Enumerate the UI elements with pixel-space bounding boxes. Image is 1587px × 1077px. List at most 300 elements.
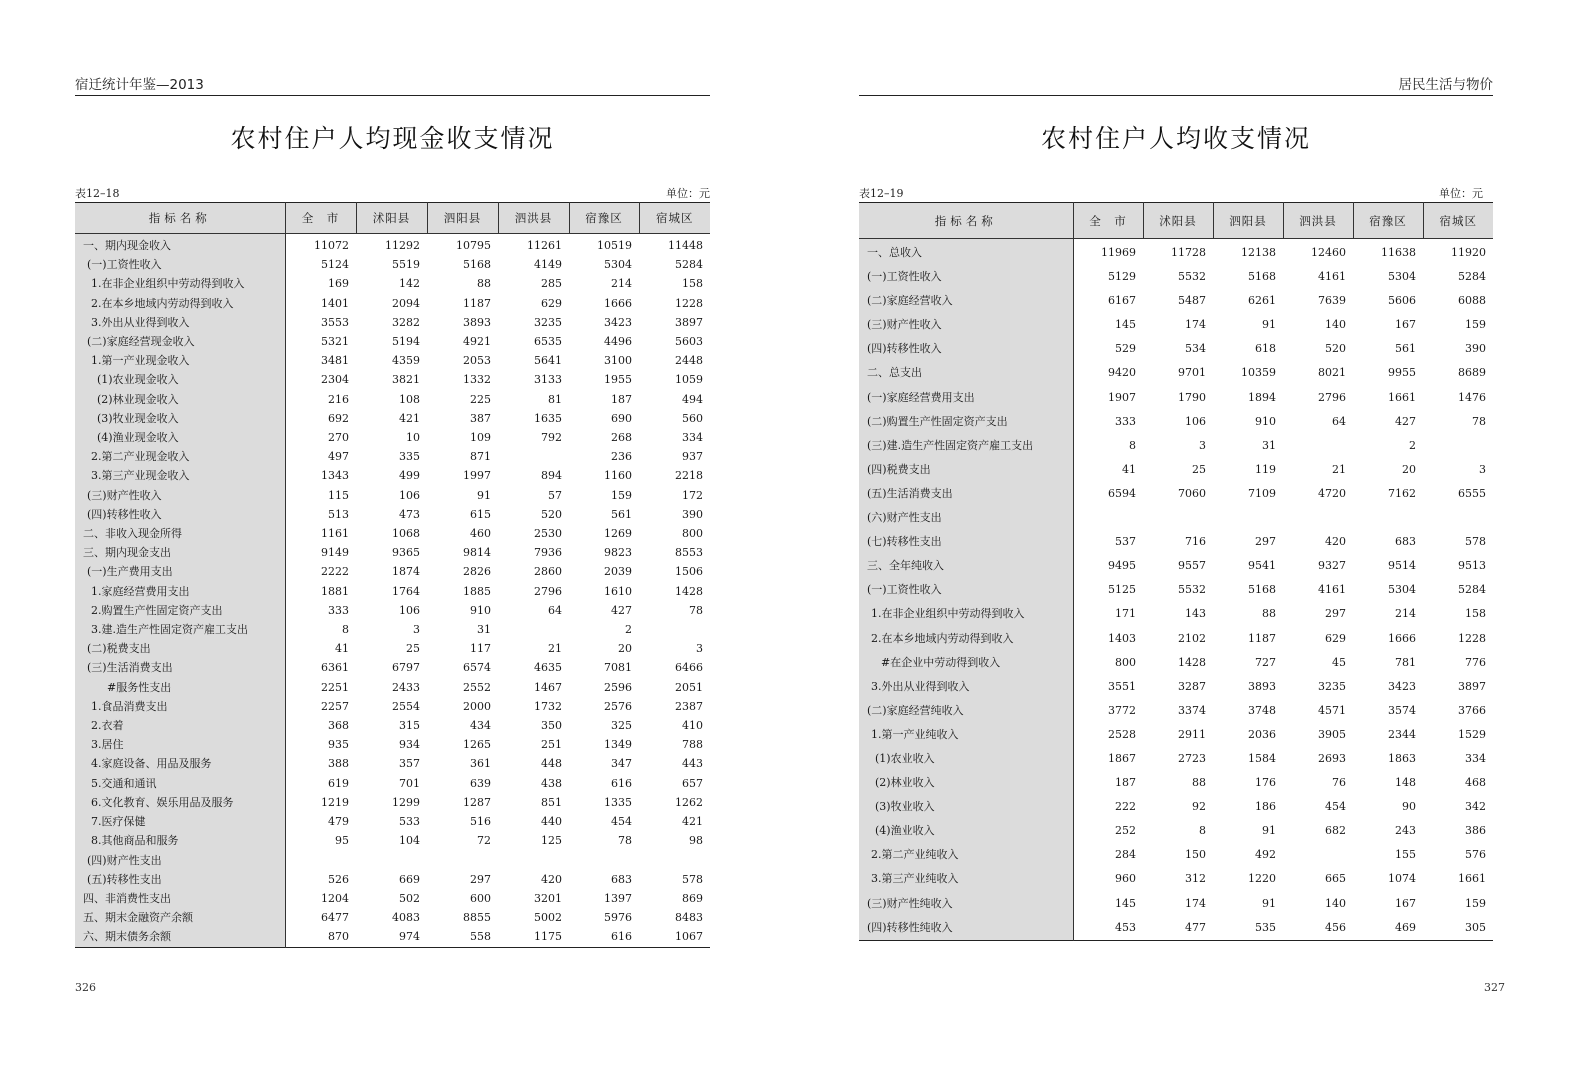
cell-value: 357 [399, 757, 420, 771]
cell-value: 5304 [1388, 583, 1416, 597]
row-label: 六、期末债务余额 [75, 927, 285, 947]
table-row [75, 351, 710, 370]
cell-value: 8689 [1458, 366, 1486, 380]
header-row [75, 203, 710, 234]
cell-value: 108 [399, 392, 420, 406]
table-number-left: 表12–18 [75, 187, 120, 200]
cell-value: 460 [470, 527, 491, 541]
cell-value: 533 [399, 815, 420, 829]
cell-value: 5487 [1178, 294, 1206, 308]
cell-value: 427 [1395, 414, 1416, 428]
cell-value: 10 [406, 431, 420, 445]
cell-value: 297 [1255, 535, 1276, 549]
cell-value: 639 [470, 776, 491, 790]
cell-value: 468 [1465, 776, 1486, 790]
cell-value: 2 [1409, 438, 1416, 452]
cell-value: 5976 [604, 911, 632, 925]
table-row [859, 410, 1493, 434]
row-label: (三)建.造生产性固定资产雇工支出 [859, 434, 1073, 458]
table-row [75, 486, 710, 505]
cell-value: 342 [1465, 800, 1486, 814]
cell-value: 443 [682, 757, 703, 771]
row-label: 4.家庭设备、用品及服务 [75, 754, 285, 773]
cell-value: 11728 [1171, 246, 1206, 259]
cell-value [1143, 506, 1213, 530]
cell-value: 9541 [1248, 559, 1276, 573]
cell-value: 1894 [1248, 390, 1276, 404]
cell-value: 125 [541, 834, 562, 848]
cell-value: 1881 [321, 584, 349, 598]
cell-value: 236 [611, 450, 632, 464]
row-label: 1.第一产业现金收入 [75, 351, 285, 370]
row-label: 五、期末金融资产余额 [75, 908, 285, 927]
column-header: 指标名称 [859, 203, 1073, 239]
cell-value: 1666 [604, 296, 632, 310]
cell-value [1073, 506, 1143, 530]
cell-value: 410 [682, 719, 703, 733]
cell-value: 788 [682, 738, 703, 752]
cell-value: 106 [399, 603, 420, 617]
cell-value: 1428 [1178, 655, 1206, 669]
cell-value: 5532 [1178, 270, 1206, 284]
cell-value: 1343 [321, 469, 349, 483]
row-label: (4)渔业现金收入 [75, 428, 285, 447]
cell-value: 5304 [604, 258, 632, 272]
cell-value: 109 [470, 431, 491, 445]
cell-value: 529 [1115, 342, 1136, 356]
cell-value: 390 [1465, 342, 1486, 356]
cell-value: 167 [1395, 318, 1416, 332]
cell-value: 9327 [1318, 559, 1346, 573]
cell-value: 2448 [675, 354, 703, 368]
cell-value: 4720 [1318, 486, 1346, 500]
cell-value: 4149 [534, 258, 562, 272]
row-label: 6.文化教育、娱乐用品及服务 [75, 793, 285, 812]
row-label: (四)税费支出 [859, 458, 1073, 482]
cell-value: 629 [1325, 631, 1346, 645]
cell-value: 88 [477, 277, 491, 291]
table-row [859, 795, 1493, 819]
cell-value: 1610 [604, 584, 632, 598]
row-label: 2.第二产业纯收入 [859, 843, 1073, 867]
cell-value: 297 [1325, 607, 1346, 621]
cell-value: 1955 [604, 373, 632, 387]
row-label: 8.其他商品和服务 [75, 831, 285, 850]
cell-value: 600 [470, 891, 491, 905]
cell-value: 682 [1325, 824, 1346, 838]
cell-value: 3481 [321, 354, 349, 368]
cell-value [1283, 434, 1353, 458]
cell-value: 440 [541, 815, 562, 829]
cell-value: 6466 [675, 661, 703, 675]
cell-value: 1219 [321, 795, 349, 809]
cell-value: 3 [1479, 462, 1486, 476]
cell-value: 78 [618, 834, 632, 848]
cell-value: 935 [328, 738, 349, 752]
cell-value: 91 [1262, 896, 1276, 910]
cell-value: 9149 [321, 546, 349, 560]
cell-value: 2387 [675, 699, 703, 713]
cell-value: 716 [1185, 535, 1206, 549]
cell-value: 2911 [1178, 727, 1206, 741]
cell-value: 1228 [1458, 631, 1486, 645]
cell-value: 388 [328, 757, 349, 771]
row-label: #在企业中劳动得到收入 [859, 651, 1073, 675]
table-row [859, 239, 1493, 266]
table-row [75, 582, 710, 601]
cell-value: 174 [1185, 896, 1206, 910]
cell-value: 4083 [392, 911, 420, 925]
cell-value: 2433 [392, 680, 420, 694]
cell-value: 1067 [675, 930, 703, 944]
row-label: 三、全年纯收入 [859, 554, 1073, 578]
cell-value: 974 [399, 930, 420, 944]
table-title-left: 农村住户人均现金收支情况 [230, 124, 555, 153]
cell-value: 669 [399, 872, 420, 886]
cell-value: 88 [1192, 776, 1206, 790]
cell-value: 937 [682, 450, 703, 464]
table-title-right: 农村住户人均收支情况 [1040, 124, 1311, 153]
row-label: 3.第三产业纯收入 [859, 867, 1073, 891]
row-label: 二、总支出 [859, 361, 1073, 385]
cell-value: 2218 [675, 469, 703, 483]
cell-value: 3 [413, 623, 420, 637]
cell-value: 1204 [321, 891, 349, 905]
cell-value: 448 [541, 757, 562, 771]
cell-value: 7060 [1178, 486, 1206, 500]
table-row [859, 289, 1493, 313]
cell-value: 3374 [1178, 703, 1206, 717]
cell-value: 7162 [1388, 486, 1416, 500]
cell-value: 41 [335, 642, 349, 656]
cell-value: 9823 [604, 546, 632, 560]
cell-value: 2051 [675, 680, 703, 694]
cell-value: 334 [682, 431, 703, 445]
cell-value: 5124 [321, 258, 349, 272]
table-row [75, 927, 710, 947]
cell-value: 3574 [1388, 703, 1416, 717]
cell-value: 41 [1122, 462, 1136, 476]
cell-value: 2053 [463, 354, 491, 368]
row-label: (四)转移性收入 [859, 337, 1073, 361]
cell-value: 5125 [1108, 583, 1136, 597]
cell-value: 683 [611, 872, 632, 886]
row-label: (三)财产性收入 [75, 486, 285, 505]
cell-value: 2554 [392, 699, 420, 713]
cell-value: 1187 [1248, 631, 1276, 645]
table-row [75, 390, 710, 409]
cell-value [356, 851, 427, 870]
cell-value: 172 [682, 488, 703, 502]
table-row [75, 466, 710, 485]
table-row [75, 524, 710, 543]
cell-value [498, 851, 569, 870]
cell-value: 558 [470, 930, 491, 944]
cell-value: 297 [470, 872, 491, 886]
row-label: (二)购置生产性固定资产支出 [859, 410, 1073, 434]
table-row [75, 658, 710, 677]
row-label: 二、非收入现金所得 [75, 524, 285, 543]
income-expenditure-table [859, 202, 1493, 941]
cell-value [427, 851, 498, 870]
cell-value: 3553 [321, 315, 349, 329]
cell-value: 1732 [534, 699, 562, 713]
cell-value: 8021 [1318, 366, 1346, 380]
cell-value: 2344 [1388, 727, 1416, 741]
cell-value: 5168 [1248, 270, 1276, 284]
cell-value: 2304 [321, 373, 349, 387]
cell-value: 347 [611, 757, 632, 771]
row-label: (一)工资性收入 [859, 265, 1073, 289]
cell-value: 78 [1472, 414, 1486, 428]
cell-value: 78 [689, 603, 703, 617]
cell-value: 9514 [1388, 559, 1416, 573]
cell-value: 619 [328, 776, 349, 790]
cell-value: 333 [328, 603, 349, 617]
cell-value: 1885 [463, 584, 491, 598]
row-label: 2.在本乡地域内劳动得到收入 [75, 294, 285, 313]
cell-value: 9955 [1388, 366, 1416, 380]
cell-value: 12138 [1241, 246, 1276, 259]
row-label: (1)农业收入 [859, 747, 1073, 771]
table-row [859, 458, 1493, 482]
cell-value: 3287 [1178, 679, 1206, 693]
cell-value: 520 [541, 507, 562, 521]
cell-value: 894 [541, 469, 562, 483]
cell-value: 106 [1185, 414, 1206, 428]
cell-value: 8483 [675, 911, 703, 925]
cell-value: 167 [1395, 896, 1416, 910]
cell-value: 727 [1255, 655, 1276, 669]
unit-label-left: 单位：元 [666, 187, 710, 200]
cell-value: 2860 [534, 565, 562, 579]
cell-value: 11261 [527, 239, 562, 252]
running-head-left: 宿迁统计年鉴—2013 [75, 77, 204, 93]
cell-value: 2251 [321, 680, 349, 694]
row-label: (一)工资性收入 [75, 255, 285, 274]
table-row [75, 620, 710, 639]
table-row [859, 675, 1493, 699]
row-label: #服务性支出 [75, 678, 285, 697]
cell-value: 3423 [604, 315, 632, 329]
cell-value: 2596 [604, 680, 632, 694]
cell-value: 6088 [1458, 294, 1486, 308]
cell-value: 6797 [392, 661, 420, 675]
row-label: (二)税费支出 [75, 639, 285, 658]
cell-value [498, 447, 569, 466]
table-row [75, 851, 710, 870]
cash-income-expenditure-table [75, 202, 710, 948]
cell-value: 12460 [1311, 246, 1346, 259]
table-row [859, 723, 1493, 747]
cell-value: 4635 [534, 661, 562, 675]
cell-value: 4161 [1318, 270, 1346, 284]
cell-value: 497 [328, 450, 349, 464]
cell-value: 143 [1185, 607, 1206, 621]
cell-value: 8 [1199, 824, 1206, 838]
column-header: 泗阳县 [427, 203, 498, 234]
cell-value [498, 620, 569, 639]
cell-value: 616 [611, 930, 632, 944]
table-body-left [75, 234, 710, 948]
cell-value: 1403 [1108, 631, 1136, 645]
cell-value: 334 [1465, 751, 1486, 765]
cell-value: 427 [611, 603, 632, 617]
table-row [859, 313, 1493, 337]
row-label: (1)农业现金收入 [75, 370, 285, 389]
cell-value: 578 [682, 872, 703, 886]
cell-value: 390 [682, 507, 703, 521]
row-label: 3.外出从业得到收入 [859, 675, 1073, 699]
cell-value: 618 [1255, 342, 1276, 356]
cell-value: 91 [1262, 318, 1276, 332]
cell-value: 72 [477, 834, 491, 848]
row-label: (二)家庭经营现金收入 [75, 332, 285, 351]
cell-value: 1265 [463, 738, 491, 752]
cell-value: 187 [1115, 776, 1136, 790]
cell-value: 5641 [534, 354, 562, 368]
cell-value: 225 [470, 392, 491, 406]
cell-value: 657 [682, 776, 703, 790]
table-row [75, 234, 710, 256]
table-row [75, 332, 710, 351]
cell-value [639, 620, 710, 639]
table-row [75, 274, 710, 293]
cell-value: 870 [328, 930, 349, 944]
table-body-right [859, 239, 1493, 941]
page-number-left: 326 [75, 981, 96, 994]
cell-value [1283, 506, 1353, 530]
cell-value: 516 [470, 815, 491, 829]
cell-value: 502 [399, 891, 420, 905]
cell-value: 2796 [534, 584, 562, 598]
row-label: (三)财产性收入 [859, 313, 1073, 337]
cell-value: 8855 [463, 911, 491, 925]
cell-value: 350 [541, 719, 562, 733]
cell-value: 3766 [1458, 703, 1486, 717]
cell-value: 7936 [534, 546, 562, 560]
cell-value: 910 [470, 603, 491, 617]
cell-value: 2102 [1178, 631, 1206, 645]
row-label: 2.衣着 [75, 716, 285, 735]
cell-value: 615 [470, 507, 491, 521]
cell-value: 6574 [463, 661, 491, 675]
cell-value: 150 [1185, 848, 1206, 862]
cell-value: 421 [682, 815, 703, 829]
cell-value: 95 [335, 834, 349, 848]
cell-value: 1220 [1248, 872, 1276, 886]
table-row [859, 506, 1493, 530]
cell-value: 10359 [1241, 366, 1276, 380]
table-row [75, 255, 710, 274]
cell-value: 1299 [392, 795, 420, 809]
table-row [859, 337, 1493, 361]
cell-value: 145 [1115, 318, 1136, 332]
table-row [859, 819, 1493, 843]
cell-value: 9814 [463, 546, 491, 560]
cell-value: 270 [328, 431, 349, 445]
cell-value [1283, 843, 1353, 867]
cell-value: 800 [1115, 655, 1136, 669]
cell-value: 2222 [321, 565, 349, 579]
cell-value: 1161 [321, 527, 349, 541]
cell-value: 3551 [1108, 679, 1136, 693]
cell-value: 1907 [1108, 390, 1136, 404]
cell-value [285, 851, 356, 870]
row-label: (二)家庭经营收入 [859, 289, 1073, 313]
cell-value: 31 [1262, 438, 1276, 452]
cell-value: 3905 [1318, 727, 1346, 741]
cell-value: 387 [470, 411, 491, 425]
cell-value: 176 [1255, 776, 1276, 790]
cell-value: 6535 [534, 335, 562, 349]
cell-value: 5002 [534, 911, 562, 925]
right-page [794, 0, 1587, 1077]
cell-value: 8 [1129, 438, 1136, 452]
column-header: 沭阳县 [356, 203, 427, 234]
cell-value: 6594 [1108, 486, 1136, 500]
table-row [75, 812, 710, 831]
cell-value: 81 [548, 392, 562, 406]
cell-value: 11969 [1101, 246, 1136, 259]
cell-value: 214 [1395, 607, 1416, 621]
cell-value: 3235 [1318, 679, 1346, 693]
cell-value: 1228 [675, 296, 703, 310]
column-header: 宿城区 [1423, 203, 1493, 239]
row-label: 3.居住 [75, 735, 285, 754]
cell-value: 115 [328, 488, 349, 502]
cell-value: 9495 [1108, 559, 1136, 573]
cell-value: 76 [1332, 776, 1346, 790]
cell-value: 1401 [321, 296, 349, 310]
row-label: (四)转移性纯收入 [859, 916, 1073, 941]
cell-value: 88 [1262, 607, 1276, 621]
cell-value: 537 [1115, 535, 1136, 549]
row-label: (一)家庭经营费用支出 [859, 386, 1073, 410]
cell-value: 421 [399, 411, 420, 425]
cell-value: 1863 [1388, 751, 1416, 765]
cell-value: 104 [399, 834, 420, 848]
cell-value: 561 [611, 507, 632, 521]
cell-value: 781 [1395, 655, 1416, 669]
cell-value [1423, 434, 1493, 458]
cell-value: 2826 [463, 565, 491, 579]
cell-value: 158 [1465, 607, 1486, 621]
cell-value: 420 [1325, 535, 1346, 549]
cell-value: 312 [1185, 872, 1206, 886]
cell-value: 453 [1115, 920, 1136, 934]
cell-value: 57 [548, 488, 562, 502]
cell-value: 64 [548, 603, 562, 617]
cell-value: 473 [399, 507, 420, 521]
cell-value: 2552 [463, 680, 491, 694]
cell-value: 871 [470, 450, 491, 464]
cell-value: 2693 [1318, 751, 1346, 765]
cell-value: 454 [1325, 800, 1346, 814]
cell-value: 155 [1395, 848, 1416, 862]
table-row [859, 482, 1493, 506]
row-label: 一、期内现金收入 [75, 234, 285, 256]
cell-value: 434 [470, 719, 491, 733]
cell-value: 2036 [1248, 727, 1276, 741]
cell-value: 1764 [392, 584, 420, 598]
cell-value: 1349 [604, 738, 632, 752]
cell-value: 513 [328, 507, 349, 521]
cell-value: 25 [406, 642, 420, 656]
cell-value: 3133 [534, 373, 562, 387]
table-row [75, 678, 710, 697]
row-label: 3.外出从业得到收入 [75, 313, 285, 332]
